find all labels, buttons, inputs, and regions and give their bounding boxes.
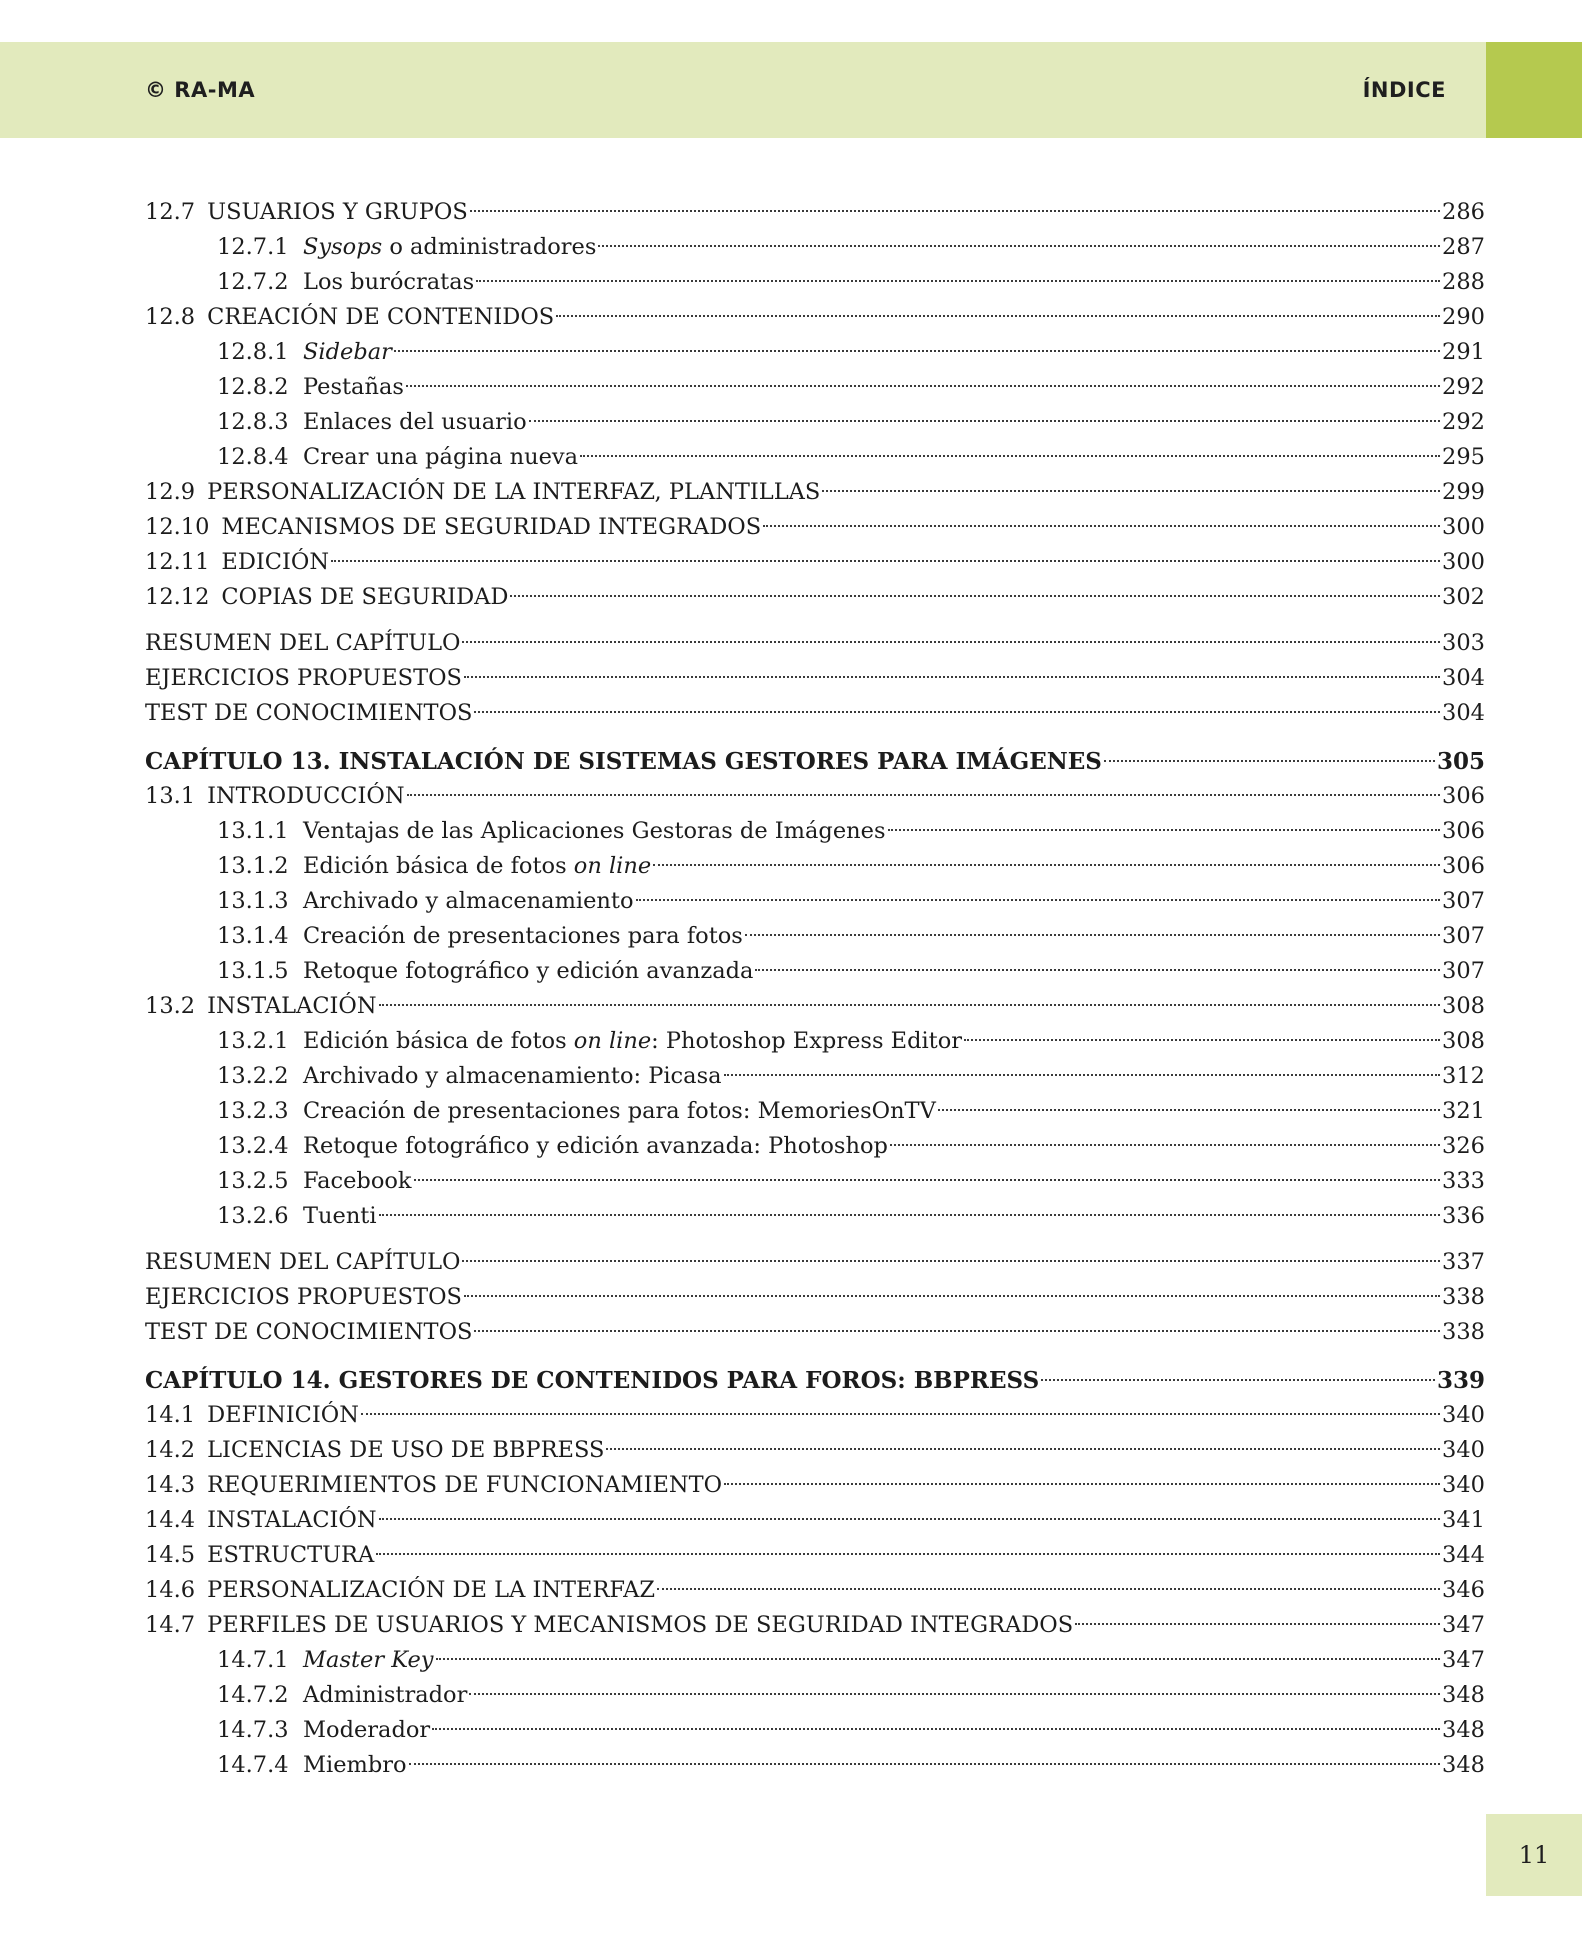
toc-entry [145,696,1485,731]
toc-entry-page: 307 [1442,958,1485,984]
toc-entry [145,230,1485,265]
toc-entry-number: 13.1.1 [217,818,289,844]
toc-entry-title: CREACIÓN DE CONTENIDOS [207,304,555,330]
toc-entry-title: LICENCIAS DE USO DE BBPRESS [207,1437,605,1463]
toc-entry-number: 14.7 [145,1612,196,1638]
toc-entry-number: 12.8.4 [217,444,289,470]
dot-leader [464,675,1440,678]
table-of-contents [145,195,1485,1783]
dot-leader [436,1657,1441,1660]
dot-leader [888,828,1441,831]
toc-entry [145,580,1485,615]
toc-entry-page: 288 [1442,269,1485,295]
dot-leader [379,1517,1440,1520]
toc-entry [145,265,1485,300]
dot-leader [636,898,1441,901]
toc-entry-title: Pestañas [303,374,404,400]
toc-entry-title: EDICIÓN [221,549,330,575]
dot-leader [376,1552,1440,1555]
dot-leader [822,489,1440,492]
toc-entry-page: 348 [1442,1752,1485,1778]
dot-leader [414,1178,1441,1181]
toc-entry [145,919,1485,954]
dot-leader [529,419,1440,422]
toc-entry-title: DEFINICIÓN [207,1402,359,1428]
dot-leader [964,1038,1440,1041]
toc-entry-number: 13.2 [145,993,196,1019]
toc-entry-title: Facebook [303,1168,412,1194]
toc-entry-number: 13.2.5 [217,1168,289,1194]
toc-entry-number: 13.1.2 [217,853,289,879]
toc-entry-page: 340 [1442,1437,1485,1463]
dot-leader [469,1692,1440,1695]
toc-entry-title: Sidebar [303,339,392,365]
toc-entry-page: 337 [1442,1249,1485,1275]
dot-leader [474,1329,1440,1332]
toc-entry-title: Crear una página nueva [303,444,579,470]
dot-leader [938,1108,1440,1111]
toc-entry [145,370,1485,405]
toc-entry-title: Retoque fotográfico y edición avanzada [303,958,754,984]
toc-entry-number: 12.8.3 [217,409,289,435]
toc-entry [145,1748,1485,1783]
toc-entry [145,1315,1485,1350]
toc-entry-title: Creación de presentaciones para fotos: MemoriesOnTV [303,1098,936,1124]
toc-entry [145,661,1485,696]
toc-entry-title: Administrador [303,1682,468,1708]
dot-leader [1104,759,1435,762]
toc-entry-title: INSTALACIÓN [207,993,377,1019]
toc-chapter-entry [145,1363,1485,1398]
toc-entry-page: 346 [1442,1577,1485,1603]
toc-entry-page: 300 [1442,514,1485,540]
dot-leader [476,279,1440,282]
toc-entry [145,1094,1485,1129]
toc-entry-title: REQUERIMIENTOS DE FUNCIONAMIENTO [207,1472,723,1498]
toc-entry-title: EJERCICIOS PROPUESTOS [145,1284,462,1310]
toc-entry-title: Creación de presentaciones para fotos [303,923,743,949]
toc-entry-page: 306 [1442,853,1485,879]
toc-entry-number: 12.12 [145,584,210,610]
toc-entry-page: 348 [1442,1717,1485,1743]
toc-entry-page: 308 [1442,993,1485,1019]
toc-entry-title: Los burócratas [303,269,475,295]
dot-leader [406,384,1440,387]
toc-entry-title: RESUMEN DEL CAPÍTULO [145,1249,461,1275]
toc-entry-number: 12.11 [145,549,210,575]
toc-entry [145,510,1485,545]
toc-entry-title: PERSONALIZACIÓN DE LA INTERFAZ [207,1577,655,1603]
dot-leader [462,640,1440,643]
dot-leader [598,244,1440,247]
toc-entry-title: CAPÍTULO 13. INSTALACIÓN DE SISTEMAS GESTORES PARA IMÁGENES [145,748,1102,775]
toc-entry-page: 287 [1442,234,1485,260]
dot-leader [464,1294,1440,1297]
toc-entry [145,1164,1485,1199]
toc-entry-number: 13.2.1 [217,1028,289,1054]
toc-entry [145,1573,1485,1608]
toc-entry [145,626,1485,661]
toc-entry-number: 13.1.5 [217,958,289,984]
toc-entry [145,300,1485,335]
toc-entry [145,1538,1485,1573]
dot-leader [763,524,1440,527]
toc-entry-title: TEST DE CONOCIMIENTOS [145,1319,473,1345]
dot-leader [606,1447,1440,1450]
toc-entry [145,195,1485,230]
dot-leader [474,710,1440,713]
toc-entry-number: 14.7.2 [217,1682,289,1708]
toc-entry [145,989,1485,1024]
dot-leader [407,793,1441,796]
toc-entry-title: Master Key [303,1647,434,1673]
toc-entry-number: 13.2.3 [217,1098,289,1124]
dot-leader [394,349,1440,352]
toc-entry [145,1024,1485,1059]
toc-entry [145,1503,1485,1538]
toc-entry-page: 304 [1442,665,1485,691]
dot-leader [745,933,1440,936]
header-tab [1486,42,1582,138]
toc-entry [145,884,1485,919]
toc-entry [145,405,1485,440]
toc-entry-page: 347 [1442,1612,1485,1638]
toc-entry [145,440,1485,475]
toc-entry-page: 341 [1442,1507,1485,1533]
dot-leader [580,454,1440,457]
dot-leader [724,1482,1440,1485]
toc-entry-number: 13.1.3 [217,888,289,914]
toc-entry [145,1468,1485,1503]
toc-entry-number: 13.2.6 [217,1203,289,1229]
toc-entry-page: 292 [1442,374,1485,400]
toc-entry-title: Archivado y almacenamiento [303,888,634,914]
toc-entry [145,1059,1485,1094]
toc-entry [145,1199,1485,1234]
dot-leader [361,1412,1440,1415]
toc-entry [145,1713,1485,1748]
toc-entry [145,1608,1485,1643]
toc-entry-number: 12.8.2 [217,374,289,400]
toc-entry-number: 14.6 [145,1577,196,1603]
toc-entry-page: 321 [1442,1098,1485,1124]
toc-entry-number: 12.8.1 [217,339,289,365]
toc-entry-title: PERSONALIZACIÓN DE LA INTERFAZ, PLANTILLAS [207,479,821,505]
toc-entry-title: INTRODUCCIÓN [207,783,405,809]
dot-leader [409,1762,1440,1765]
dot-leader [379,1213,1441,1216]
toc-entry-page: 292 [1442,409,1485,435]
dot-leader [470,209,1440,212]
toc-entry [145,545,1485,580]
toc-entry [145,1678,1485,1713]
toc-chapter-entry [145,744,1485,779]
toc-entry [145,475,1485,510]
toc-entry [145,1245,1485,1280]
dot-leader [890,1143,1440,1146]
toc-entry-number: 14.3 [145,1472,196,1498]
toc-entry-title: Miembro [303,1752,407,1778]
toc-entry-number: 13.2.2 [217,1063,289,1089]
toc-entry-page: 312 [1442,1063,1485,1089]
toc-entry-number: 12.9 [145,479,196,505]
toc-entry-title: TEST DE CONOCIMIENTOS [145,700,473,726]
toc-entry-number: 14.7.1 [217,1647,289,1673]
toc-entry-page: 306 [1442,783,1485,809]
toc-entry-title: Enlaces del usuario [303,409,527,435]
toc-entry-title: Tuenti [303,1203,377,1229]
toc-entry-page: 290 [1442,304,1485,330]
dot-leader [462,1259,1440,1262]
toc-entry-number: 12.7.1 [217,234,289,260]
toc-entry [145,335,1485,370]
toc-entry-title: Moderador [303,1717,431,1743]
toc-entry [145,814,1485,849]
dot-leader [379,1003,1440,1006]
toc-entry-page: 295 [1442,444,1485,470]
toc-entry-number: 14.5 [145,1542,196,1568]
toc-entry-page: 308 [1442,1028,1485,1054]
toc-entry-page: 344 [1442,1542,1485,1568]
dot-leader [331,559,1440,562]
toc-entry-page: 307 [1442,888,1485,914]
toc-entry-title: EJERCICIOS PROPUESTOS [145,665,462,691]
dot-leader [724,1073,1441,1076]
toc-entry-title: Ventajas de las Aplicaciones Gestoras de Imágenes [303,818,886,844]
toc-entry-number: 13.1.4 [217,923,289,949]
toc-entry-title: COPIAS DE SEGURIDAD [221,584,509,610]
toc-entry-title: CAPÍTULO 14. GESTORES DE CONTENIDOS PARA FOROS: BBPRESS [145,1367,1040,1394]
dot-leader [653,863,1440,866]
toc-entry [145,779,1485,814]
toc-entry-number: 13.2.4 [217,1133,289,1159]
toc-entry-page: 333 [1442,1168,1485,1194]
toc-entry-title: Edición básica de fotos on line [303,853,652,879]
dot-leader [1041,1378,1435,1381]
toc-entry-number: 12.7 [145,199,196,225]
toc-entry-page: 339 [1436,1367,1485,1394]
toc-entry-title: Retoque fotográfico y edición avanzada: Photoshop [303,1133,888,1159]
toc-entry-page: 340 [1442,1402,1485,1428]
toc-entry-page: 304 [1442,700,1485,726]
toc-entry-title: ESTRUCTURA [207,1542,375,1568]
dot-leader [556,314,1440,317]
toc-entry-title: PERFILES DE USUARIOS Y MECANISMOS DE SEGURIDAD INTEGRADOS [207,1612,1074,1638]
dot-leader [510,594,1440,597]
toc-entry-page: 336 [1442,1203,1485,1229]
toc-entry-number: 12.10 [145,514,210,540]
page-number: 11 [1518,1841,1550,1869]
toc-entry-page: 340 [1442,1472,1485,1498]
toc-entry-number: 14.7.3 [217,1717,289,1743]
toc-entry-number: 14.4 [145,1507,196,1533]
toc-entry-page: 326 [1442,1133,1485,1159]
toc-entry-title: Edición básica de fotos on line: Photoshop Express Editor [303,1028,963,1054]
dot-leader [657,1587,1440,1590]
toc-entry-page: 338 [1442,1284,1485,1310]
dot-leader [1075,1622,1440,1625]
toc-entry [145,1643,1485,1678]
toc-entry-title: MECANISMOS DE SEGURIDAD INTEGRADOS [221,514,762,540]
toc-entry-page: 302 [1442,584,1485,610]
toc-entry-page: 303 [1442,630,1485,656]
toc-entry-number: 12.7.2 [217,269,289,295]
toc-entry-title: USUARIOS Y GRUPOS [207,199,468,225]
toc-entry [145,954,1485,989]
toc-entry-page: 300 [1442,549,1485,575]
toc-entry-number: 12.8 [145,304,196,330]
toc-entry [145,1129,1485,1164]
toc-entry-page: 291 [1442,339,1485,365]
toc-entry [145,1280,1485,1315]
toc-entry-page: 299 [1442,479,1485,505]
toc-entry-title: Sysops o administradores [303,234,597,260]
toc-entry-number: 14.7.4 [217,1752,289,1778]
toc-entry-page: 306 [1442,818,1485,844]
toc-entry-number: 13.1 [145,783,196,809]
toc-entry-number: 14.1 [145,1402,196,1428]
dot-leader [755,968,1440,971]
toc-entry-title: Archivado y almacenamiento: Picasa [303,1063,722,1089]
section-label: ÍNDICE [1362,78,1446,102]
dot-leader [432,1727,1440,1730]
publisher-label: © RA-MA [145,78,256,102]
toc-entry [145,1433,1485,1468]
toc-entry-page: 286 [1442,199,1485,225]
toc-entry-title: INSTALACIÓN [207,1507,377,1533]
toc-entry [145,1398,1485,1433]
toc-entry-page: 307 [1442,923,1485,949]
toc-entry-page: 348 [1442,1682,1485,1708]
toc-entry-page: 347 [1442,1647,1485,1673]
toc-entry-title: RESUMEN DEL CAPÍTULO [145,630,461,656]
toc-entry-page: 305 [1436,748,1485,775]
toc-entry [145,849,1485,884]
toc-entry-page: 338 [1442,1319,1485,1345]
toc-entry-number: 14.2 [145,1437,196,1463]
